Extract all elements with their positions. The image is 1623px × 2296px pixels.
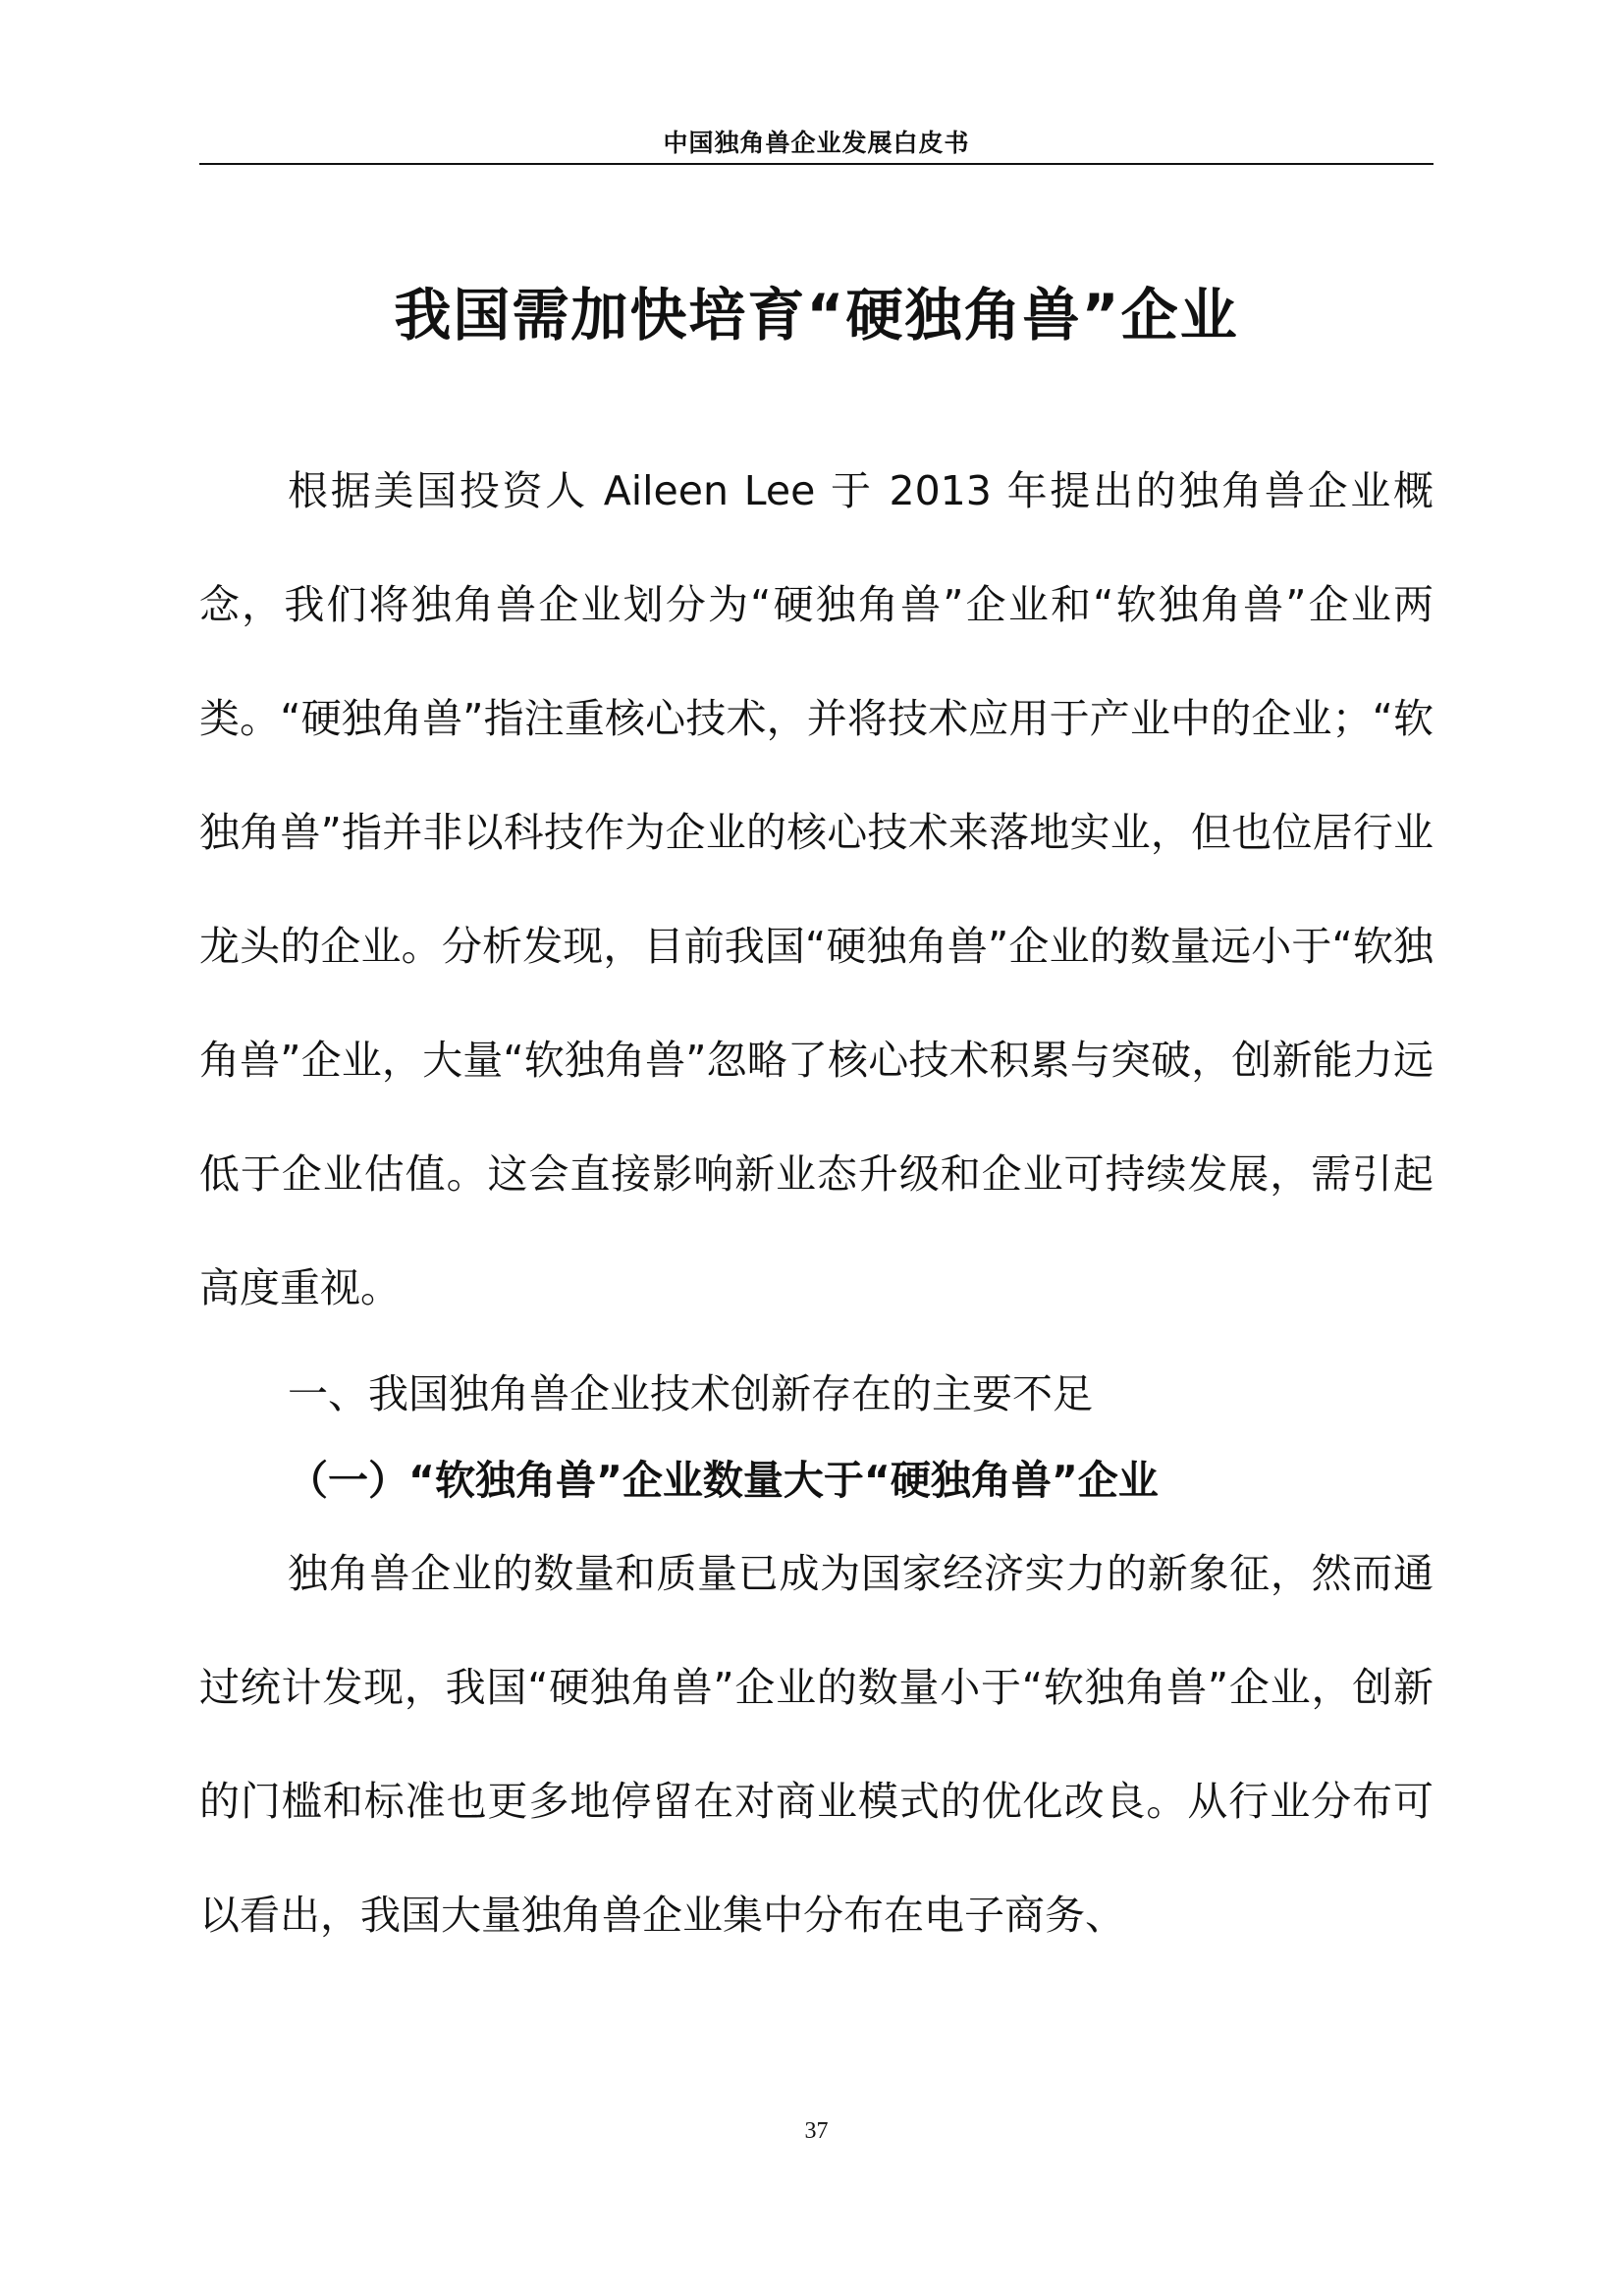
subsection-paragraph: 独角兽企业的数量和质量已成为国家经济实力的新象征，然而通过统计发现，我国“硬独角兽”企业的数量小于“软独角兽”企业，创新的门槛和标准也更多地停留在对商业模式的优化改良。从行业分布可以看出，我国大量独角兽企业集中分布在电子商务、 bbox=[199, 1550, 1434, 1939]
running-header-title: 中国独角兽企业发展白皮书 bbox=[663, 129, 970, 157]
running-header bbox=[199, 120, 1434, 165]
intro-paragraph: 根据美国投资人 Aileen Lee 于 2013 年提出的独角兽企业概念，我们将独角兽企业划分为“硬独角兽”企业和“软独角兽”企业两类。“硬独角兽”指注重核心技术，并将技术应用于产业中的企业；“软独角兽”指并非以科技作为企业的核心技术来落地实业，但也位居行业龙头的企业。分析发现，目前我国“硬独角兽”企业的数量远小于“软独角兽”企业，大量“软独角兽”忽略了核心技术积累与突破，创新能力远低于企业估值。这会直接影响新业态升级和企业可持续发展，需引起高度重视。 bbox=[199, 467, 1434, 1311]
subsection-heading: （一）“软独角兽”企业数量大于“硬独角兽”企业 bbox=[288, 1457, 1159, 1504]
page-number: 37 bbox=[804, 2118, 829, 2144]
section-heading: 一、我国独角兽企业技术创新存在的主要不足 bbox=[288, 1370, 1093, 1417]
article-title: 我国需加快培育“硬独角兽”企业 bbox=[394, 281, 1239, 348]
